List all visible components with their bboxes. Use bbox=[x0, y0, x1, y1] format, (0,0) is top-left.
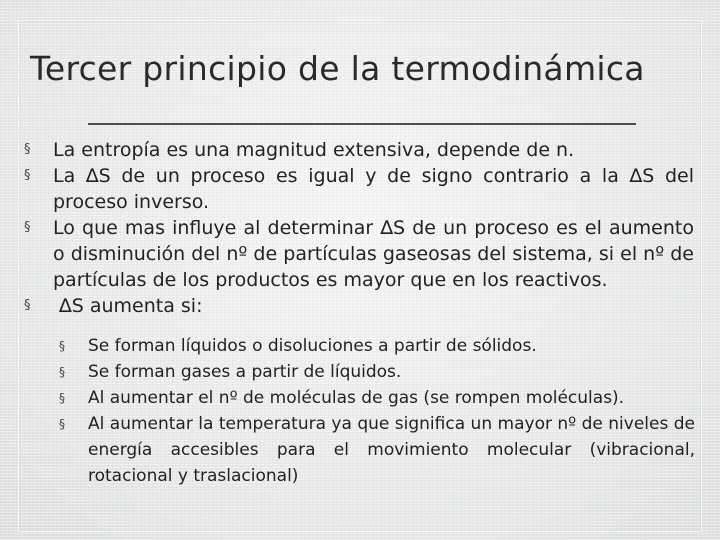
sub-bullet-marker-icon: § bbox=[59, 417, 65, 431]
bullet-list bbox=[24, 137, 694, 489]
bullet-marker-icon: § bbox=[24, 220, 31, 235]
bullet-text: La ∆S de un proceso es igual y de signo contrario a la ∆S del proceso inverso. bbox=[53, 165, 694, 213]
sub-bullet-marker-icon: § bbox=[59, 339, 65, 353]
bullet-item bbox=[24, 163, 694, 215]
sub-bullet-item bbox=[59, 385, 695, 411]
sub-bullet-text: Se forman gases a partir de líquidos. bbox=[88, 362, 402, 382]
sub-bullet-marker-icon: § bbox=[59, 391, 65, 405]
bullet-item bbox=[24, 215, 694, 293]
bullet-text: ∆S aumenta si: bbox=[53, 295, 203, 317]
sub-bullet-item bbox=[59, 359, 695, 385]
bullet-marker-icon: § bbox=[24, 298, 31, 313]
sub-bullet-item bbox=[59, 411, 695, 489]
bullet-text: Lo que mas influye al determinar ∆S de un proceso es el aumento o disminución del nº de partículas gaseosas del sistema, si el nº de partículas de los productos es mayor que en los reactivos. bbox=[53, 217, 694, 291]
sub-bullet-text: Se forman líquidos o disoluciones a partir de sólidos. bbox=[88, 336, 537, 356]
sub-bullet-marker-icon: § bbox=[59, 365, 65, 379]
sub-bullet-item bbox=[59, 333, 695, 359]
sub-bullet-text: Al aumentar el nº de moléculas de gas (se rompen moléculas). bbox=[88, 388, 625, 408]
title-underline bbox=[88, 123, 636, 125]
slide-title: Tercer principio de la termodinámica bbox=[30, 49, 645, 88]
bullet-item bbox=[24, 137, 694, 163]
bullet-marker-icon: § bbox=[24, 142, 31, 157]
bullet-item bbox=[24, 293, 694, 319]
bullet-marker-icon: § bbox=[24, 168, 31, 183]
sub-bullet-text: Al aumentar la temperatura ya que significa un mayor nº de niveles de energía accesibles para el movimiento molecular (vibracional, rotacional y traslacional) bbox=[88, 414, 695, 486]
bullet-text: La entropía es una magnitud extensiva, depende de n. bbox=[53, 139, 575, 161]
sub-bullet-list bbox=[59, 333, 695, 489]
